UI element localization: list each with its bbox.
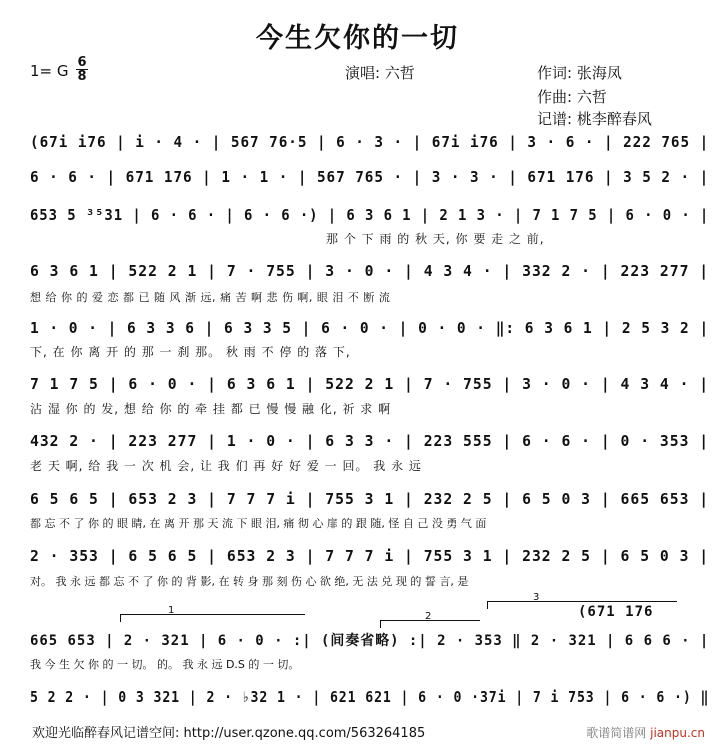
- watermark-name: 歌谱简谱网: [586, 726, 647, 740]
- time-signature: [76, 56, 88, 83]
- lyric-line-3: 那 个 下 雨 的 秋 天, 你 要 走 之 前,: [326, 232, 545, 246]
- volta-tick-1: [120, 614, 121, 622]
- page-title: 今生欠你的一切: [256, 23, 459, 54]
- volta-tick-3: [487, 601, 488, 609]
- score-line-10: 665 653 | 2 · 321 | 6 · 0 · :| (间奏省略) :| 2 · 353 ‖ 2 · 321 | 6 6 6 · |: [30, 633, 710, 649]
- volta-bracket-1: [120, 614, 305, 615]
- reprise-notes: (671 176: [578, 604, 654, 620]
- transcriber-credit: 记谱: 桃李醉春风: [537, 110, 652, 128]
- volta-number-2: 2: [425, 611, 432, 622]
- score-line-11: 5 2 2 · | 0 3 321 | 2 · ♭32 1 · | 621 621 | 6 · 0 ·37i | 7 i 753 | 6 · 6 ·) ‖: [30, 688, 710, 706]
- score-line-2: 6 · 6 · | 671 176 | 1 · 1 · | 567 765 · | 3 · 3 · | 671 176 | 3 5 2 · |: [30, 168, 710, 186]
- lyric-line-5: 下, 在 你 离 开 的 那 一 刹 那。 秋 雨 不 停 的 落 下,: [30, 345, 351, 359]
- score-line-9: 2 · 353 | 6 5 6 5 | 653 2 3 | 7 7 7 i | 755 3 1 | 232 2 5 | 6 5 0 3 |: [30, 547, 710, 565]
- score-line-7: 432 2 · | 223 277 | 1 · 0 · | 6 3 3 · | 223 555 | 6 · 6 · | 0 · 353 |: [30, 432, 710, 450]
- lyricist-credit: 作词: 张海凤: [537, 64, 622, 82]
- watermark-url: jianpu.cn: [650, 726, 705, 740]
- footer-credit: 欢迎光临醉春风记谱空间: http://user.qzone.qq.com/563264185: [32, 726, 426, 741]
- score-line-3: 653 5 ³⁵31 | 6 · 6 · | 6 · 6 ·) | 6 3 6 1 | 2 1 3 · | 7 1 7 5 | 6 · 0 · |: [30, 206, 710, 224]
- key-signature: 1= G: [30, 62, 69, 80]
- score-line-6: 7 1 7 5 | 6 · 0 · | 6 3 6 1 | 522 2 1 | 7 · 755 | 3 · 0 · | 4 3 4 · |: [30, 375, 710, 393]
- watermark: [586, 724, 705, 741]
- lyric-line-9: 对。 我 永 远 都 忘 不 了 你 的 背 影, 在 转 身 那 刻 伤 心 欲 绝, 无 法 兑 现 的 誓 言, 是: [30, 575, 469, 588]
- lyric-line-10: 我 今 生 欠 你 的 一 切。 的。 我 永 远 D.S 的 一 切。: [30, 658, 300, 671]
- lyric-line-4: 想 给 你 的 爱 恋 都 已 随 风 渐 远, 痛 苦 啊 悲 伤 啊, 眼 泪 不 断 流: [30, 291, 391, 304]
- score-line-5: 1 · 0 · | 6 3 3 6 | 6 3 3 5 | 6 · 0 · | 0 · 0 · ‖: 6 3 6 1 | 2 5 3 2 |: [30, 319, 710, 337]
- score-line-4: 6 3 6 1 | 522 2 1 | 7 · 755 | 3 · 0 · | 4 3 4 · | 332 2 · | 223 277 |: [30, 262, 710, 280]
- volta-bracket-3: [487, 601, 677, 602]
- lyric-line-6: 沾 湿 你 的 发, 想 给 你 的 牵 挂 都 已 慢 慢 融 化, 祈 求 啊: [30, 402, 392, 416]
- composer-credit: 作曲: 六哲: [537, 88, 607, 106]
- volta-tick-2: [380, 620, 381, 628]
- score-line-1: (67i i76 | i · 4 · | 567 76·5 | 6 · 3 · | 67i i76 | 3 · 6 · | 222 765 |: [30, 133, 710, 151]
- singer-credit: 演唱: 六哲: [345, 64, 415, 82]
- volta-number-3: 3: [533, 592, 540, 603]
- time-signature-bottom: 8: [77, 69, 87, 84]
- score-line-8: 6 5 6 5 | 653 2 3 | 7 7 7 i | 755 3 1 | 232 2 5 | 6 5 0 3 | 665 653 |: [30, 490, 710, 508]
- lyric-line-8: 都 忘 不 了 你 的 眼 睛, 在 离 开 那 天 流 下 眼 泪, 痛 彻 心 扉 的 跟 随, 怪 自 己 没 勇 气 面: [30, 517, 487, 530]
- time-signature-top: 6: [77, 55, 87, 70]
- volta-number-1: 1: [168, 605, 175, 616]
- lyric-line-7: 老 天 啊, 给 我 一 次 机 会, 让 我 们 再 好 好 爱 一 回。 我 永 远: [30, 459, 422, 473]
